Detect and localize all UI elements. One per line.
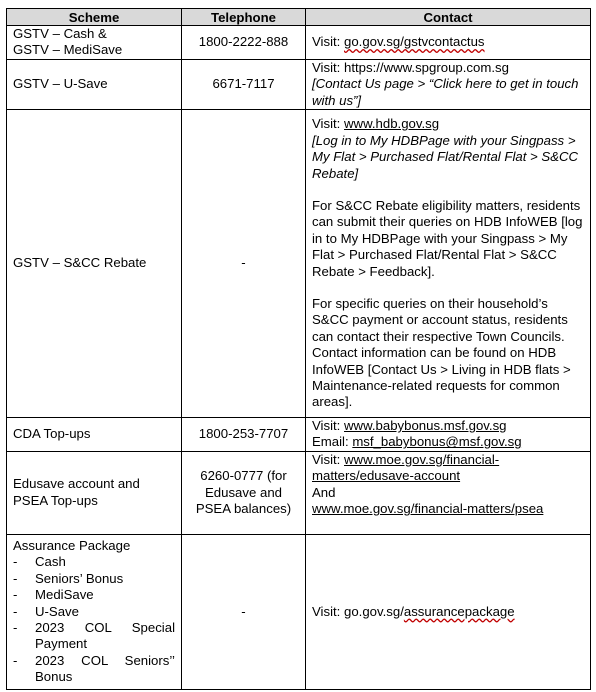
list-item: - 2023 COL Special Payment xyxy=(13,620,175,653)
contact-cell xyxy=(306,59,591,109)
hdb-link[interactable]: www.hdb.gov.sg xyxy=(344,116,440,132)
header-telephone: Telephone xyxy=(182,9,306,26)
and-text: And xyxy=(312,484,336,500)
scheme-cell xyxy=(7,534,182,689)
visit-label: Visit: xyxy=(312,418,345,434)
telephone-cell: 6260-0777 (for Edusave and PSEA balances) xyxy=(182,451,306,534)
scheme-cell: Edusave account and PSEA Top-ups xyxy=(7,451,182,534)
contact-table xyxy=(6,8,591,690)
scheme-cell xyxy=(7,26,182,60)
visit-label: Visit: go.gov.sg/ xyxy=(312,603,404,619)
table-row xyxy=(7,418,591,452)
table-header-row xyxy=(7,9,591,26)
table-row xyxy=(7,451,591,534)
contact-cell xyxy=(306,451,591,534)
table-row xyxy=(7,59,591,109)
telephone-cell: - xyxy=(182,110,306,418)
visit-text: Visit: https://www.spgroup.com.sg xyxy=(312,59,509,75)
babybonus-link[interactable]: www.babybonus.msf.gov.sg xyxy=(344,418,507,434)
header-contact: Contact xyxy=(306,9,591,26)
list-item: - U-Save xyxy=(13,604,175,620)
contact-note: [Log in to My HDBPage with your Singpass > My Flat > Purchased Flat/Rental Flat > S&CC Rebate] xyxy=(312,132,579,181)
assurance-items-list xyxy=(13,554,175,685)
list-item: - MediSave xyxy=(13,587,175,603)
psea-link[interactable]: www.moe.gov.sg/financial-matters/psea xyxy=(312,501,544,517)
eligibility-paragraph: For S&CC Rebate eligibility matters, residents can submit their queries on HDB InfoWEB [log in to My HDBPage with your Singpass > My Flat > Purchased Flat/Rental Flat > S&CC Rebate > Feedback]. xyxy=(312,197,583,279)
scheme-cell: CDA Top-ups xyxy=(7,418,182,452)
email-label: Email: xyxy=(312,434,353,450)
contact-cell xyxy=(306,26,591,60)
telephone-cell: 1800-2222-888 xyxy=(182,26,306,60)
contact-cell xyxy=(306,418,591,452)
contact-cell xyxy=(306,110,591,418)
scheme-title: Assurance Package xyxy=(13,538,131,554)
list-item: - Seniors’ Bonus xyxy=(13,571,175,587)
scheme-cell: GSTV – U-Save xyxy=(7,59,182,109)
contact-table-wrapper xyxy=(6,8,590,690)
visit-label: Visit: xyxy=(312,116,345,132)
table-row xyxy=(7,110,591,418)
telephone-cell: 1800-253-7707 xyxy=(182,418,306,452)
list-item: - 2023 COL Seniors’’ Bonus xyxy=(13,653,175,686)
table-row xyxy=(7,26,591,60)
contact-cell xyxy=(306,534,591,689)
assurance-package-link[interactable]: assurancepackage xyxy=(403,603,515,619)
edusave-link[interactable]: www.moe.gov.sg/financial-matters/edusave-account xyxy=(312,451,500,484)
table-row xyxy=(7,534,591,689)
telephone-cell: - xyxy=(182,534,306,689)
contact-note: [Contact Us page > “Click here to get in touch with us”] xyxy=(312,76,579,108)
visit-label: Visit: xyxy=(312,451,345,467)
telephone-cell: 6671-7117 xyxy=(182,59,306,109)
scheme-cell: GSTV – S&CC Rebate xyxy=(7,110,182,418)
babybonus-email-link[interactable]: msf_babybonus@msf.gov.sg xyxy=(352,434,522,450)
scheme-line: GSTV – Cash & xyxy=(13,26,107,41)
visit-label: Visit: xyxy=(312,34,345,50)
scheme-line: GSTV – MediSave xyxy=(13,42,123,58)
header-scheme: Scheme xyxy=(7,9,182,26)
town-council-paragraph: For specific queries on their household’s S&CC payment or account status, residents can contact their respective Town Councils. Contact information can be found on HDB InfoWEB [Contact Us > Living in HDB flats > Maintenance-related requests for common areas]. xyxy=(312,295,571,410)
list-item: - Cash xyxy=(13,554,175,570)
gstv-contact-link[interactable]: go.gov.sg/gstvcontactus xyxy=(344,34,485,50)
